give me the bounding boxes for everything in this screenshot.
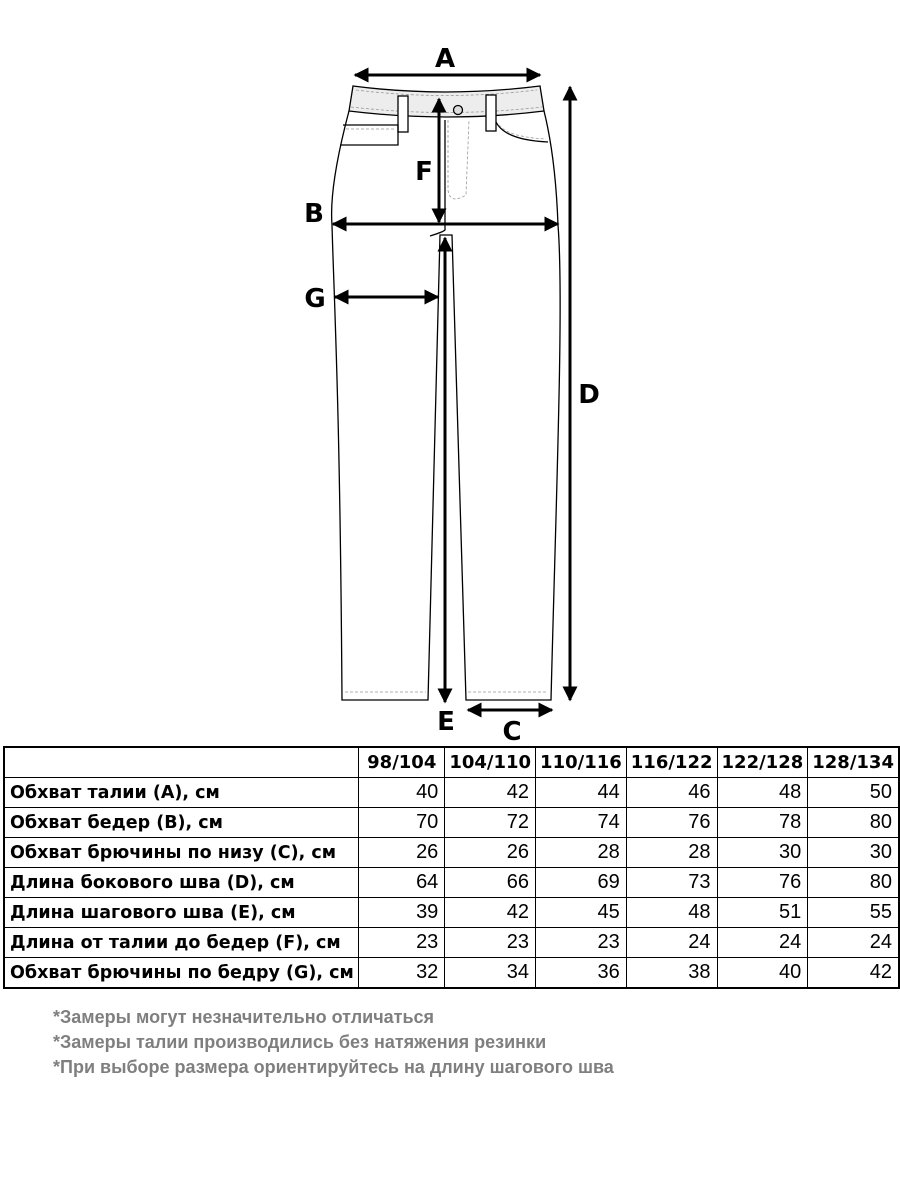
table-row <box>4 838 899 868</box>
measurement-label: Длина шагового шва (E), см <box>4 898 359 928</box>
measurement-value: 48 <box>626 898 717 928</box>
measurement-value: 42 <box>445 898 536 928</box>
label-a: A <box>434 44 456 74</box>
measurement-label: Обхват брючины по бедру (G), см <box>4 958 359 989</box>
measurement-value: 24 <box>626 928 717 958</box>
measurement-label: Обхват талии (A), см <box>4 778 359 808</box>
table-row <box>4 808 899 838</box>
table-row <box>4 958 899 989</box>
label-e: E <box>437 707 455 737</box>
measurement-value: 44 <box>536 778 627 808</box>
label-b: B <box>304 199 324 229</box>
measurement-value: 64 <box>359 868 445 898</box>
measurement-label: Обхват бедер (B), см <box>4 808 359 838</box>
table-corner-cell <box>4 747 359 778</box>
measurement-value: 42 <box>445 778 536 808</box>
measurement-value: 55 <box>808 898 899 928</box>
label-c: C <box>502 717 522 745</box>
size-header: 116/122 <box>626 747 717 778</box>
measurement-value: 34 <box>445 958 536 989</box>
measurement-value: 51 <box>717 898 808 928</box>
measurement-value: 78 <box>717 808 808 838</box>
size-chart-table <box>3 746 900 989</box>
measurement-value: 24 <box>808 928 899 958</box>
measurement-value: 38 <box>626 958 717 989</box>
measurement-label: Длина от талии до бедер (F), см <box>4 928 359 958</box>
measurement-label: Длина бокового шва (D), см <box>4 868 359 898</box>
footnotes <box>53 1005 614 1080</box>
table-header-row <box>4 747 899 778</box>
label-d: D <box>578 380 600 410</box>
label-g: G <box>304 284 326 314</box>
measurement-value: 73 <box>626 868 717 898</box>
measurement-value: 70 <box>359 808 445 838</box>
size-header: 104/110 <box>445 747 536 778</box>
measurement-value: 80 <box>808 808 899 838</box>
size-header: 122/128 <box>717 747 808 778</box>
label-f: F <box>415 157 433 187</box>
measurement-value: 26 <box>359 838 445 868</box>
measurement-value: 76 <box>626 808 717 838</box>
measurement-value: 30 <box>808 838 899 868</box>
measurement-value: 66 <box>445 868 536 898</box>
measurement-value: 23 <box>536 928 627 958</box>
table-row <box>4 928 899 958</box>
measurement-value: 50 <box>808 778 899 808</box>
measurement-label: Обхват брючины по низу (C), см <box>4 838 359 868</box>
footnote: *Замеры могут незначительно отличаться <box>53 1007 435 1027</box>
table-row <box>4 778 899 808</box>
measurement-value: 42 <box>808 958 899 989</box>
measurement-arrows <box>333 75 570 710</box>
measurement-value: 32 <box>359 958 445 989</box>
footnote: *При выборе размера ориентируйтесь на длину шагового шва <box>53 1057 614 1077</box>
measurement-value: 30 <box>717 838 808 868</box>
measurement-value: 40 <box>359 778 445 808</box>
measurement-value: 80 <box>808 868 899 898</box>
measurement-value: 74 <box>536 808 627 838</box>
measurement-value: 39 <box>359 898 445 928</box>
measurement-value: 23 <box>359 928 445 958</box>
measurement-value: 28 <box>626 838 717 868</box>
table-row <box>4 868 899 898</box>
footnote: *Замеры талии производились без натяжения резинки <box>53 1032 547 1052</box>
measurement-value: 36 <box>536 958 627 989</box>
measurement-value: 40 <box>717 958 808 989</box>
measurement-value: 45 <box>536 898 627 928</box>
measurement-value: 24 <box>717 928 808 958</box>
size-header: 128/134 <box>808 747 899 778</box>
size-header: 98/104 <box>359 747 445 778</box>
size-header: 110/116 <box>536 747 627 778</box>
measurement-value: 72 <box>445 808 536 838</box>
measurement-value: 23 <box>445 928 536 958</box>
table-row <box>4 898 899 928</box>
measurement-value: 69 <box>536 868 627 898</box>
measurement-value: 48 <box>717 778 808 808</box>
measurement-value: 28 <box>536 838 627 868</box>
measurement-value: 26 <box>445 838 536 868</box>
measurement-value: 76 <box>717 868 808 898</box>
measurement-value: 46 <box>626 778 717 808</box>
